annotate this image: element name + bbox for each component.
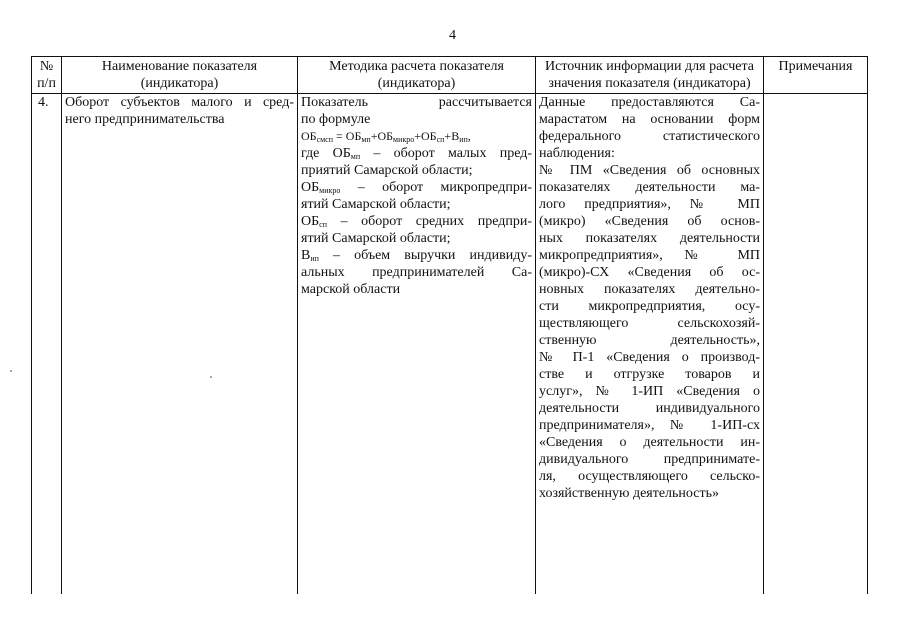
source-line: (микро) «Сведения об основ-: [539, 214, 760, 229]
source-line: федерального статистического: [539, 129, 760, 144]
method-line-7: ятий Самарской области;: [301, 197, 451, 212]
row-name: [62, 94, 298, 594]
source-line: (микро)-СХ «Сведения об ос-: [539, 265, 760, 280]
header-name: Наименование показателя (индикатора): [62, 57, 298, 94]
row-num: 4.: [32, 94, 62, 594]
source-line: новных показателях деятельно-: [539, 282, 760, 297]
source-line: марастатом на основании форм: [539, 112, 760, 127]
header-row: [32, 57, 868, 94]
header-source: Источник информации для расчета значения показателя (индикатора): [536, 57, 764, 94]
row-notes: [764, 94, 868, 594]
header-method: Методика расчета показателя (индикатора): [298, 57, 536, 94]
scan-speck: [210, 376, 212, 378]
source-line: № ПМ «Сведения об основных: [539, 163, 760, 178]
source-line: ществляющего сельскохозяй-: [539, 316, 760, 331]
source-line: микропредприятия», № МП: [539, 248, 760, 263]
table-row: [32, 94, 868, 594]
scan-speck: [10, 370, 12, 372]
source-line: стве и отгрузке товаров и: [539, 367, 760, 382]
row-method: [298, 94, 536, 594]
method-line-10: $В_{ип}$ – объем выручки индивиду-: [301, 248, 532, 263]
source-line: показателях деятельности ма-: [539, 180, 760, 195]
row-source: [536, 94, 764, 594]
source-line: предпринимателя», № 1-ИП-сх: [539, 418, 760, 433]
method-line-4: где $ОБ_{мп}$ – оборот малых пред-: [301, 146, 533, 161]
source-line: услуг», № 1-ИП «Сведения о: [539, 384, 760, 399]
header-num: № п/п: [32, 57, 62, 94]
method-line-11: альных предпринимателей Са-: [301, 265, 532, 280]
name-line-2: него предпринимательства: [65, 112, 225, 127]
name-line-1: Оборот субъектов малого и сред-: [65, 95, 294, 110]
method-line-6: $ОБ_{микро}$ – оборот микропредпри-: [301, 180, 532, 195]
source-line: «Сведения о деятельности ин-: [539, 435, 760, 450]
source-line: ных показателях деятельности: [539, 231, 760, 246]
method-line-5: приятий Самарской области;: [301, 163, 473, 178]
source-line: хозяйственную деятельность»: [539, 486, 719, 501]
method-line-1: Показатель рассчитывается: [301, 95, 532, 110]
method-line-8: $ОБ_{сп}$ – оборот средних предпри-: [301, 214, 532, 229]
source-line: деятельности индивидуального: [539, 401, 760, 416]
source-line: дивидуального предпринимате-: [539, 452, 760, 467]
header-notes: Примечания: [764, 57, 868, 94]
source-line: лого предприятия», № МП: [539, 197, 760, 212]
page-number: 4: [449, 28, 456, 43]
source-line: ственную деятельность»,: [539, 333, 760, 348]
method-formula: $ОБ_{смсп} = ОБ_{мп}+ОБ_{микро}+ОБ_{сп}+В_{ип}$,: [301, 129, 471, 144]
method-line-12: марской области: [301, 282, 401, 297]
source-line: Данные предоставляются Са-: [539, 95, 760, 110]
source-line: ля, осуществляющего сельско-: [539, 469, 760, 484]
source-line: № П-1 «Сведения о производ-: [539, 350, 760, 365]
method-line-9: ятий Самарской области;: [301, 231, 451, 246]
method-line-2: по формуле: [301, 112, 371, 127]
source-line: сти микропредприятия, осу-: [539, 299, 760, 314]
source-line: наблюдения:: [539, 146, 615, 161]
indicator-table: [31, 56, 868, 594]
